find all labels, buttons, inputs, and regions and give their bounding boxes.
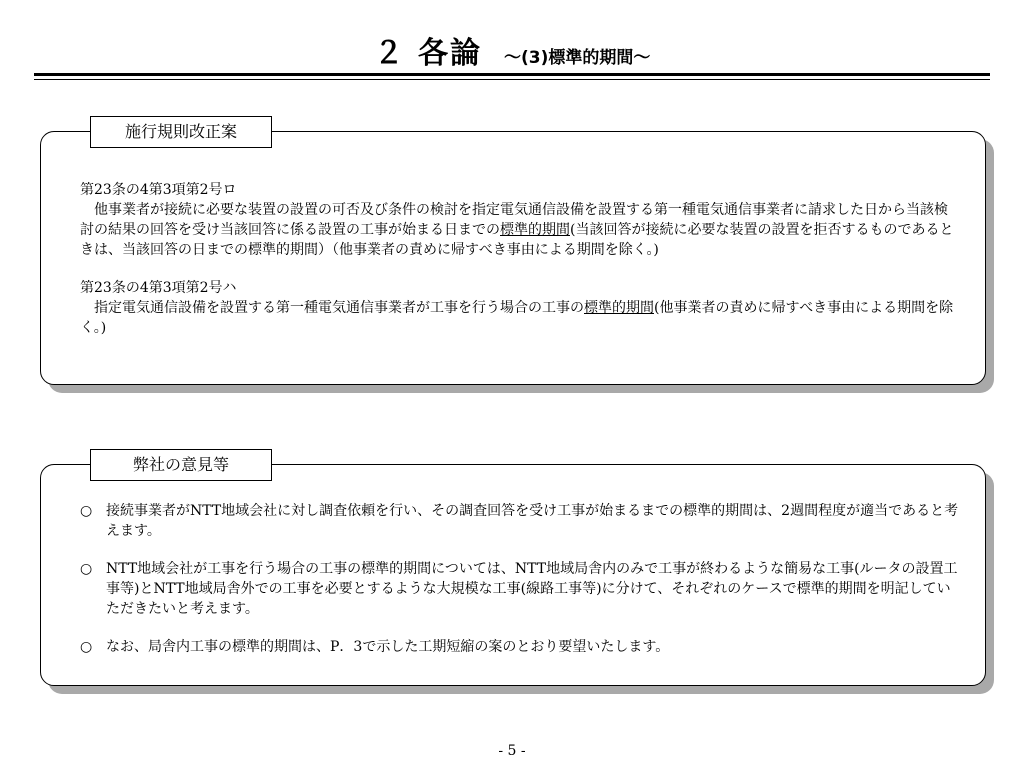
- opinion-item-text: 接続事業者がNTT地域会社に対し調査依頼を行い、その調査回答を受け工事が始まるまでの標準的期間は、2週間程度が適当であると考えます。: [106, 503, 959, 539]
- proposal-section-label: 施行規則改正案: [90, 116, 272, 148]
- proposal-content: [80, 180, 960, 338]
- opinion-item-text: NTT地域会社が工事を行う場合の工事の標準的期間については、NTT地域局舎内のみで工事が終わるような簡易な工事(ルータの設置工事等)とNTT地域局舎外での工事を必要とするような大規模な工事(線路工事等)に分けて、それぞれのケースで標準的期間を明記していただきたいと考えます。: [106, 561, 958, 617]
- article-body-ha: [80, 298, 960, 338]
- opinion-item: [80, 501, 960, 541]
- bullet-circle-icon: ○: [80, 561, 93, 577]
- opinion-content: [80, 501, 960, 657]
- article-body-ha-after: (他事業者の責めに帰すべき事由による期間を除く。): [80, 300, 954, 336]
- header-rule-thin: [34, 79, 990, 80]
- article-body-ro-underlined: 標準的期間: [500, 222, 570, 238]
- opinion-section-label: 弊社の意見等: [90, 449, 272, 481]
- page-header: [0, 28, 1024, 72]
- article-body-ha-before: 指定電気通信設備を設置する第一種電気通信事業者が工事を行う場合の工事の: [94, 300, 584, 316]
- page-subtitle: ～(3)標準的期間～: [504, 48, 651, 68]
- page-number: - 5 -: [498, 743, 526, 759]
- bullet-circle-icon: ○: [80, 639, 93, 655]
- article-body-ha-underlined: 標準的期間: [584, 300, 654, 316]
- opinion-item: [80, 559, 960, 619]
- article-body-ro: [80, 200, 960, 260]
- article-body-ro-before: 他事業者が接続に必要な装置の設置の可否及び条件の検討を指定電気通信設備を設置する第一種電気通信事業者に請求した日から当該検討の結果の回答を受け当該回答に係る設置の工事が始まる日までの: [80, 202, 948, 238]
- article-body-ro-after: (当該回答が接続に必要な装置の設置を拒否するものであるときは、当該回答の日までの標準的期間）（他事業者の責めに帰すべき事由による期間を除く。): [80, 222, 954, 258]
- page-title: ２ 各論: [373, 36, 483, 71]
- article-heading-ha: 第23条の4第3項第2号ハ: [80, 280, 237, 296]
- opinion-item: [80, 637, 960, 657]
- article-heading-ro: 第23条の4第3項第2号ロ: [80, 182, 237, 198]
- opinion-item-text: なお、局舎内工事の標準的期間は、P．3で示した工期短縮の案のとおり要望いたします。: [106, 639, 670, 655]
- header-rule-thick: [34, 73, 990, 76]
- bullet-circle-icon: ○: [80, 503, 93, 519]
